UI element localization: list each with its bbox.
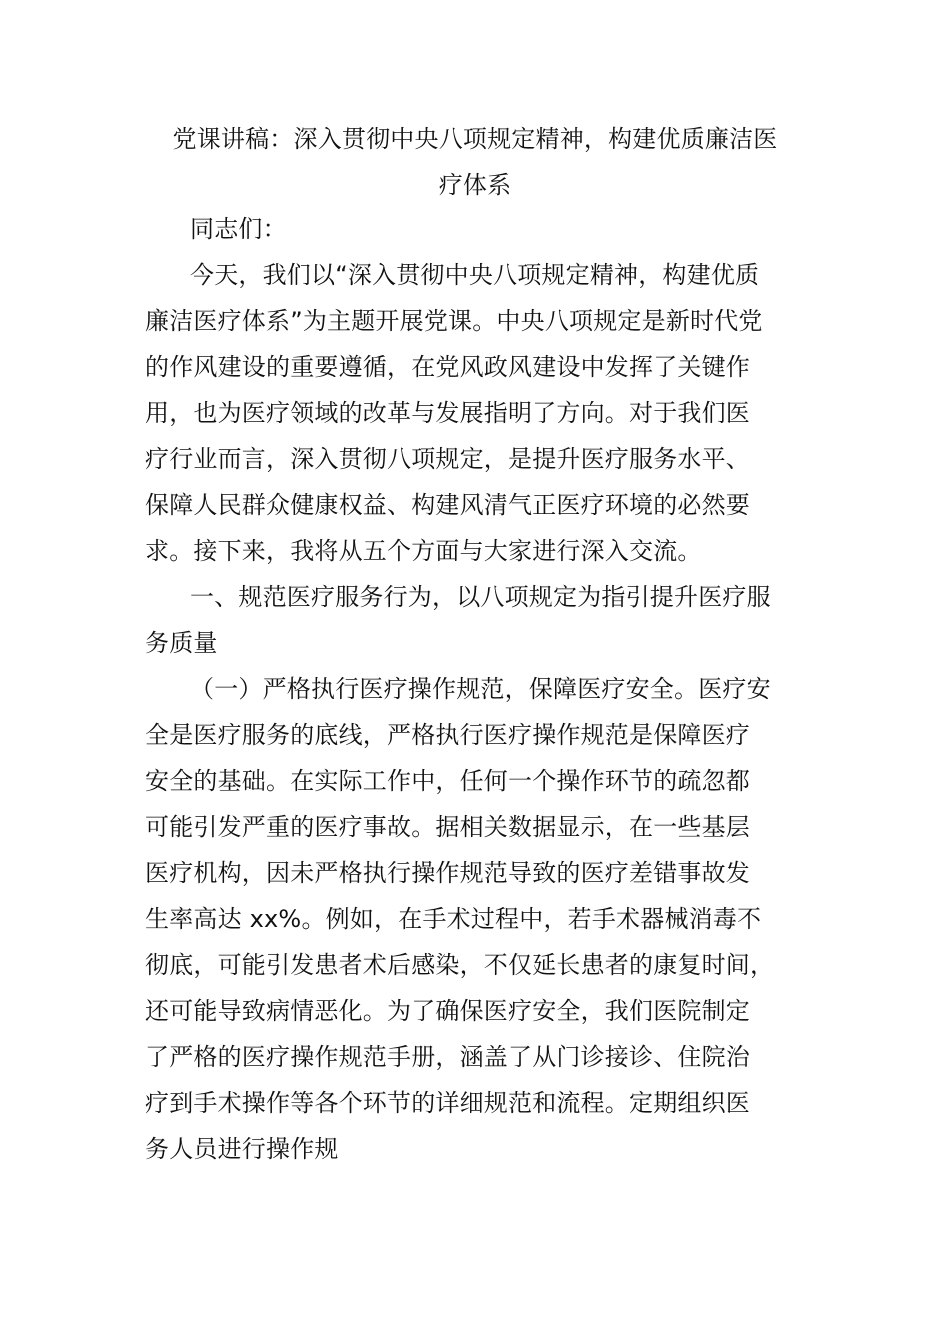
paragraph-line: 安全的基础。在实际工作中，任何一个操作环节的疏忽都 — [145, 767, 750, 795]
paragraph-line: 还可能导致病情恶化。为了确保医疗安全，我们医院制定 — [145, 997, 750, 1025]
paragraph-line: 务人员进行操作规 — [145, 1135, 339, 1163]
paragraph-line: 用，也为医疗领域的改革与发展指明了方向。对于我们医 — [145, 399, 750, 427]
paragraph-line: 医疗机构，因未严格执行操作规范导致的医疗差错事故发 — [145, 859, 750, 887]
salutation: 同志们： — [190, 215, 287, 243]
paragraph-line: 彻底，可能引发患者术后感染，不仅延长患者的康复时间， — [145, 951, 775, 979]
paragraph-line: 疗到手术操作等各个环节的详细规范和流程。定期组织医 — [145, 1089, 750, 1117]
paragraph-line: 的作风建设的重要遵循，在党风政风建设中发挥了关键作 — [145, 353, 750, 381]
section-heading-line: 一、规范医疗服务行为，以八项规定为指引提升医疗服 — [190, 583, 771, 611]
paragraph-line: 全是医疗服务的底线，严格执行医疗操作规范是保障医疗 — [145, 721, 750, 749]
paragraph-line: 保障人民群众健康权益、构建风清气正医疗环境的必然要 — [145, 491, 750, 519]
paragraph-line: （一）严格执行医疗操作规范，保障医疗安全。医疗安 — [190, 675, 771, 703]
paragraph-line: 了严格的医疗操作规范手册，涵盖了从门诊接诊、住院治 — [145, 1043, 750, 1071]
paragraph-line: 廉洁医疗体系”为主题开展党课。中央八项规定是新时代党 — [145, 307, 763, 335]
paragraph-line: 疗行业而言，深入贯彻八项规定，是提升医疗服务水平、 — [145, 445, 750, 473]
paragraph-line: 生率高达 xx%。例如，在手术过程中，若手术器械消毒不 — [145, 905, 762, 933]
paragraph-line: 今天，我们以“深入贯彻中央八项规定精神，构建优质 — [190, 261, 760, 289]
document-title-line-1: 党课讲稿：深入贯彻中央八项规定精神，构建优质廉洁医 — [172, 125, 778, 153]
paragraph-line: 可能引发严重的医疗事故。据相关数据显示，在一些基层 — [145, 813, 750, 841]
section-heading-line: 务质量 — [145, 629, 218, 657]
document-title-line-2: 疗体系 — [438, 171, 512, 199]
paragraph-line: 求。接下来，我将从五个方面与大家进行深入交流。 — [145, 537, 702, 565]
